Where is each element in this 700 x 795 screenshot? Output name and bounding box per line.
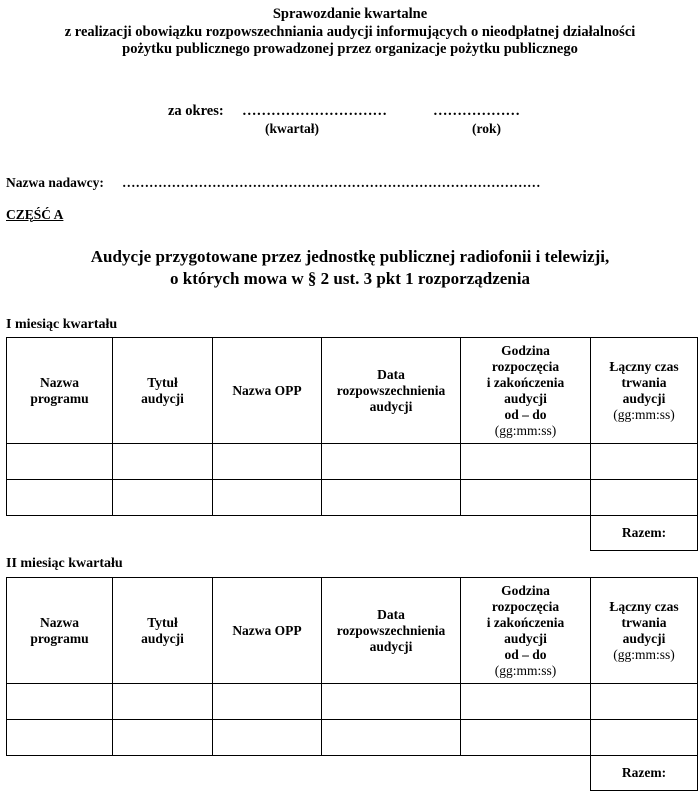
total-row — [7, 516, 698, 551]
table-cell[interactable] — [322, 720, 461, 756]
quarter-caption: (kwartał) — [265, 121, 319, 136]
section-subtitle-line2: o których mowa w § 2 ust. 3 pkt 1 rozporządzenia — [170, 269, 530, 288]
col-broadcast-title: Tytuł audycji — [113, 338, 213, 444]
col-program-name: Nazwa programu — [7, 578, 113, 684]
table-row — [7, 720, 698, 756]
table-cell[interactable] — [591, 684, 698, 720]
table-row — [7, 444, 698, 480]
period-label: za okres: — [168, 103, 224, 119]
table-cell[interactable] — [213, 684, 322, 720]
table-header-row — [7, 578, 698, 684]
part-a-heading: CZĘŚĆ A — [6, 207, 64, 222]
total-row-spacer — [7, 516, 591, 551]
total-label: Razem: — [591, 516, 698, 551]
table-cell[interactable] — [113, 684, 213, 720]
table-cell[interactable] — [591, 720, 698, 756]
col-broadcast-title: Tytuł audycji — [113, 578, 213, 684]
table-cell[interactable] — [113, 720, 213, 756]
table-cell[interactable] — [322, 480, 461, 516]
section-subtitle: Audycje przygotowane przez jednostkę publicznej radiofonii i telewizji, — [90, 247, 610, 266]
table-cell[interactable] — [213, 444, 322, 480]
report-title: Sprawozdanie kwartalne — [272, 6, 428, 22]
col-total-duration: Łączny czas trwania audycji (gg:mm:ss) — [591, 338, 698, 444]
month-2-label: II miesiąc kwartału — [6, 556, 123, 571]
table-cell[interactable] — [591, 444, 698, 480]
col-opp-name: Nazwa OPP — [213, 578, 322, 684]
table-row — [7, 684, 698, 720]
total-label: Razem: — [591, 756, 698, 791]
year-field: ……………… — [433, 103, 520, 119]
table-cell[interactable] — [322, 684, 461, 720]
col-start-end-time: Godzina rozpoczęcia i zakończenia audycji od – do (gg:mm:ss) — [461, 338, 591, 444]
table-cell[interactable] — [461, 684, 591, 720]
col-program-name: Nazwa programu — [7, 338, 113, 444]
table-row — [7, 480, 698, 516]
col-broadcast-date: Data rozpowszechnienia audycji — [322, 338, 461, 444]
report-title-line3: pożytku publicznego prowadzonej przez organizacje pożytku publicznego — [122, 41, 578, 57]
col-start-end-time: Godzina rozpoczęcia i zakończenia audycji od – do (gg:mm:ss) — [461, 578, 591, 684]
col-broadcast-date: Data rozpowszechnienia audycji — [322, 578, 461, 684]
table-cell[interactable] — [7, 720, 113, 756]
table-cell[interactable] — [461, 444, 591, 480]
table-cell[interactable] — [461, 720, 591, 756]
table-cell[interactable] — [213, 720, 322, 756]
table-cell[interactable] — [461, 480, 591, 516]
month-2-table — [6, 577, 698, 791]
month-1-label: I miesiąc kwartału — [6, 317, 118, 332]
sender-label: Nazwa nadawcy: — [6, 175, 104, 190]
total-row-spacer — [7, 756, 591, 791]
table-cell[interactable] — [213, 480, 322, 516]
total-row — [7, 756, 698, 791]
table-cell[interactable] — [7, 444, 113, 480]
table-header-row — [7, 338, 698, 444]
year-caption: (rok) — [472, 121, 501, 136]
table-cell[interactable] — [113, 480, 213, 516]
sender-field: ………………………………………………………………………………… — [122, 175, 541, 190]
table-cell[interactable] — [7, 684, 113, 720]
col-opp-name: Nazwa OPP — [213, 338, 322, 444]
table-cell[interactable] — [591, 480, 698, 516]
report-title-line2: z realizacji obowiązku rozpowszechniania audycji informujących o nieodpłatnej działalności — [64, 24, 636, 40]
col-total-duration: Łączny czas trwania audycji (gg:mm:ss) — [591, 578, 698, 684]
table-cell[interactable] — [113, 444, 213, 480]
table-cell[interactable] — [322, 444, 461, 480]
quarter-field: ………………………… — [242, 103, 387, 119]
table-cell[interactable] — [7, 480, 113, 516]
month-1-table — [6, 337, 698, 551]
